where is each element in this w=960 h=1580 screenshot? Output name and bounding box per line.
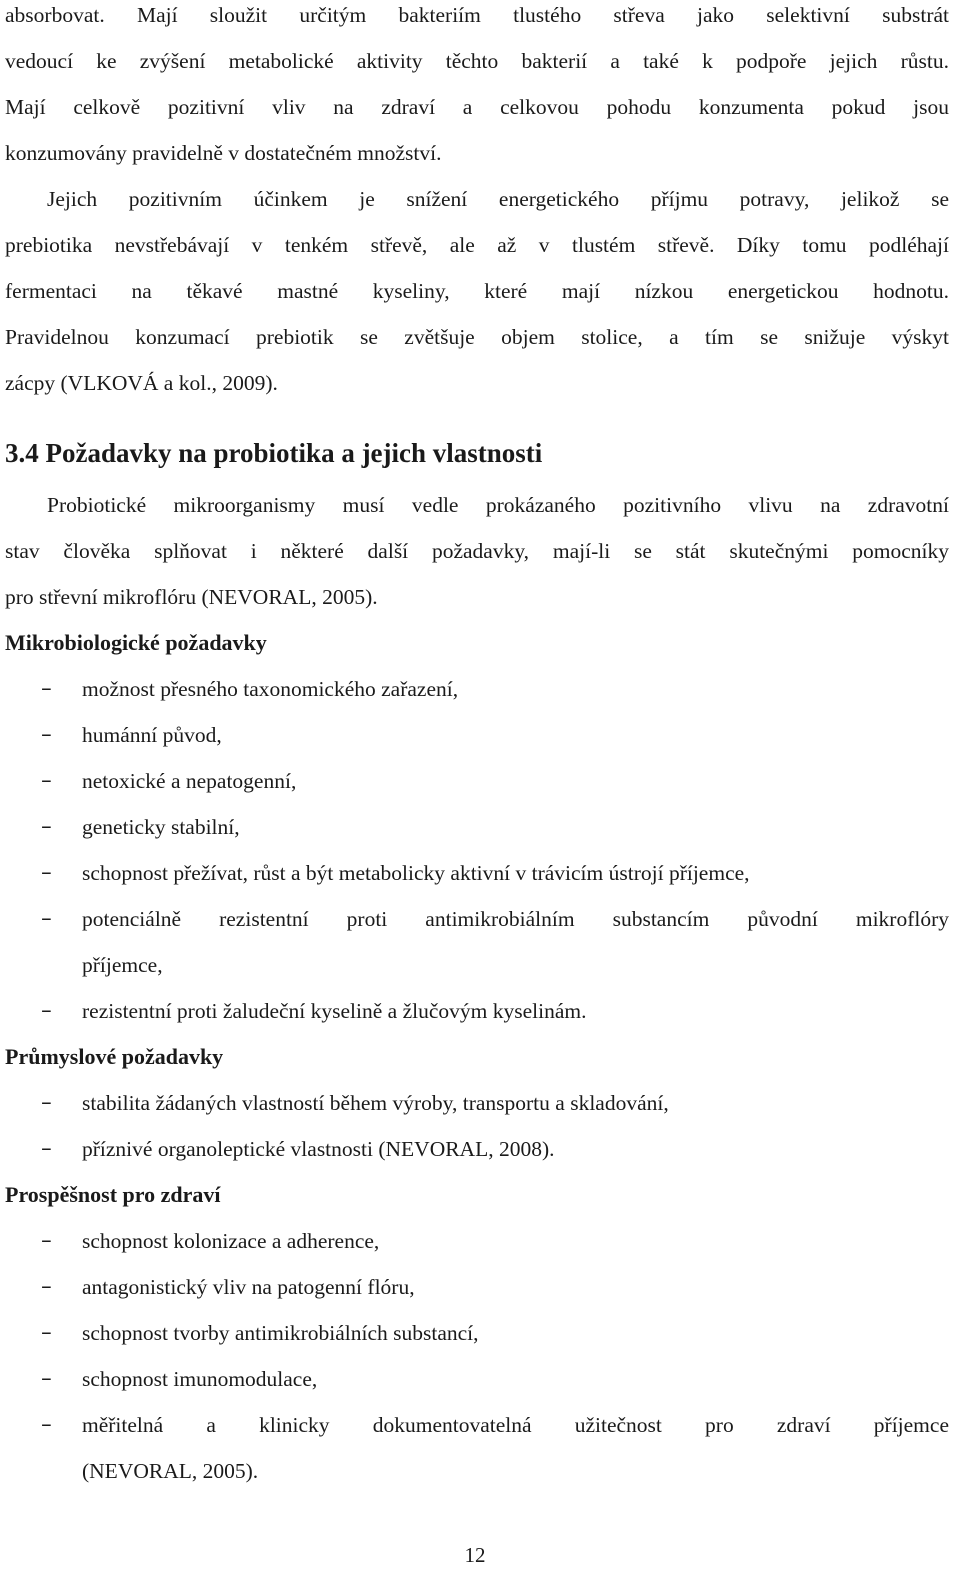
list-item [5,996,949,1026]
list-dash: – [41,1366,52,1391]
list-dash: – [41,1274,52,1299]
list-item-text: stabilita žádaných vlastností během výroby, transportu a skladování, [82,1091,669,1115]
paragraph-line: Jejich pozitivním účinkem je snížení energetického příjmu potravy, jelikož se [47,187,949,211]
list-item-continuation [5,1456,949,1486]
list-item-text: potenciálně rezistentní proti antimikrobiálním substancím původní mikroflóry [82,907,949,931]
list-item-text: geneticky stabilní, [82,815,240,839]
list-dash: – [41,1320,52,1345]
list-item [5,720,949,750]
list-item-text: schopnost přežívat, růst a být metabolicky aktivní v trávicím ústrojí příjemce, [82,861,750,885]
paragraph-line: pro střevní mikroflóru (NEVORAL, 2005). [5,585,378,609]
list-item [5,858,949,888]
paragraph-line: vedoucí ke zvýšení metabolické aktivity těchto bakterií a také k podpoře jejich růstu. [5,49,949,73]
list-dash: – [41,768,52,793]
list-item [5,1318,949,1348]
list-dash: – [41,1090,52,1115]
paragraph-line: konzumovány pravidelně v dostatečném množství. [5,141,442,165]
list-item [5,904,949,934]
list-item [5,674,949,704]
subheading-micro: Mikrobiologické požadavky [5,630,267,655]
paragraph-line: Mají celkově pozitivní vliv na zdraví a celkovou pohodu konzumenta pokud jsou [5,95,949,119]
list-dash: – [41,1228,52,1253]
list-item-text: schopnost imunomodulace, [82,1367,318,1391]
list-item-text: humánní původ, [82,723,222,747]
list-item [5,1272,949,1302]
list-dash: – [41,814,52,839]
subheading-industry: Průmyslové požadavky [5,1044,224,1069]
paragraph-line: stav člověka splňovat i některé další požadavky, mají-li se stát skutečnými pomocníky [5,539,949,563]
list-item-text: schopnost tvorby antimikrobiálních substancí, [82,1321,479,1345]
list-item-text: antagonistický vliv na patogenní flóru, [82,1275,415,1299]
list-item [5,812,949,842]
list-item-text: možnost přesného taxonomického zařazení, [82,677,459,701]
list-item [5,1226,949,1256]
paragraph-line: Pravidelnou konzumací prebiotik se zvětšuje objem stolice, a tím se snižuje výskyt [5,325,949,349]
list-item-text: příjemce, [82,953,163,977]
list-dash: – [41,1136,52,1161]
paragraph-line: zácpy (VLKOVÁ a kol., 2009). [5,371,278,395]
paragraph-line: Probiotické mikroorganismy musí vedle prokázaného pozitivního vlivu na zdravotní [47,493,949,517]
list-item-text: měřitelná a klinicky dokumentovatelná užitečnost pro zdraví příjemce [82,1413,949,1437]
paragraph-line: absorbovat. Mají sloužit určitým bakteriím tlustého střeva jako selektivní substrát [5,3,949,27]
list-dash: – [41,722,52,747]
list-dash: – [41,906,52,931]
list-item [5,1134,949,1164]
list-item-text: netoxické a nepatogenní, [82,769,297,793]
list-item-text: příznivé organoleptické vlastnosti (NEVORAL, 2008). [82,1137,555,1161]
section-heading: 3.4 Požadavky na probiotika a jejich vlastnosti [5,438,543,468]
subheading-health: Prospěšnost pro zdraví [5,1182,221,1207]
list-dash: – [41,676,52,701]
list-item [5,1088,949,1118]
page-number: 12 [464,1543,486,1567]
list-item [5,1364,949,1394]
list-item-text: rezistentní proti žaludeční kyselině a žlučovým kyselinám. [82,999,587,1023]
list-dash: – [41,1412,52,1437]
paragraph-line: prebiotika nevstřebávají v tenkém střevě, ale až v tlustém střevě. Díky tomu podléhají [5,233,949,257]
list-dash: – [41,860,52,885]
list-item-continuation [5,950,949,980]
list-item [5,766,949,796]
list-item-text: schopnost kolonizace a adherence, [82,1229,380,1253]
list-dash: – [41,998,52,1023]
list-item [5,1410,949,1440]
list-item-text: (NEVORAL, 2005). [82,1459,259,1483]
paragraph-line: fermentaci na těkavé mastné kyseliny, které mají nízkou energetickou hodnotu. [5,279,949,303]
